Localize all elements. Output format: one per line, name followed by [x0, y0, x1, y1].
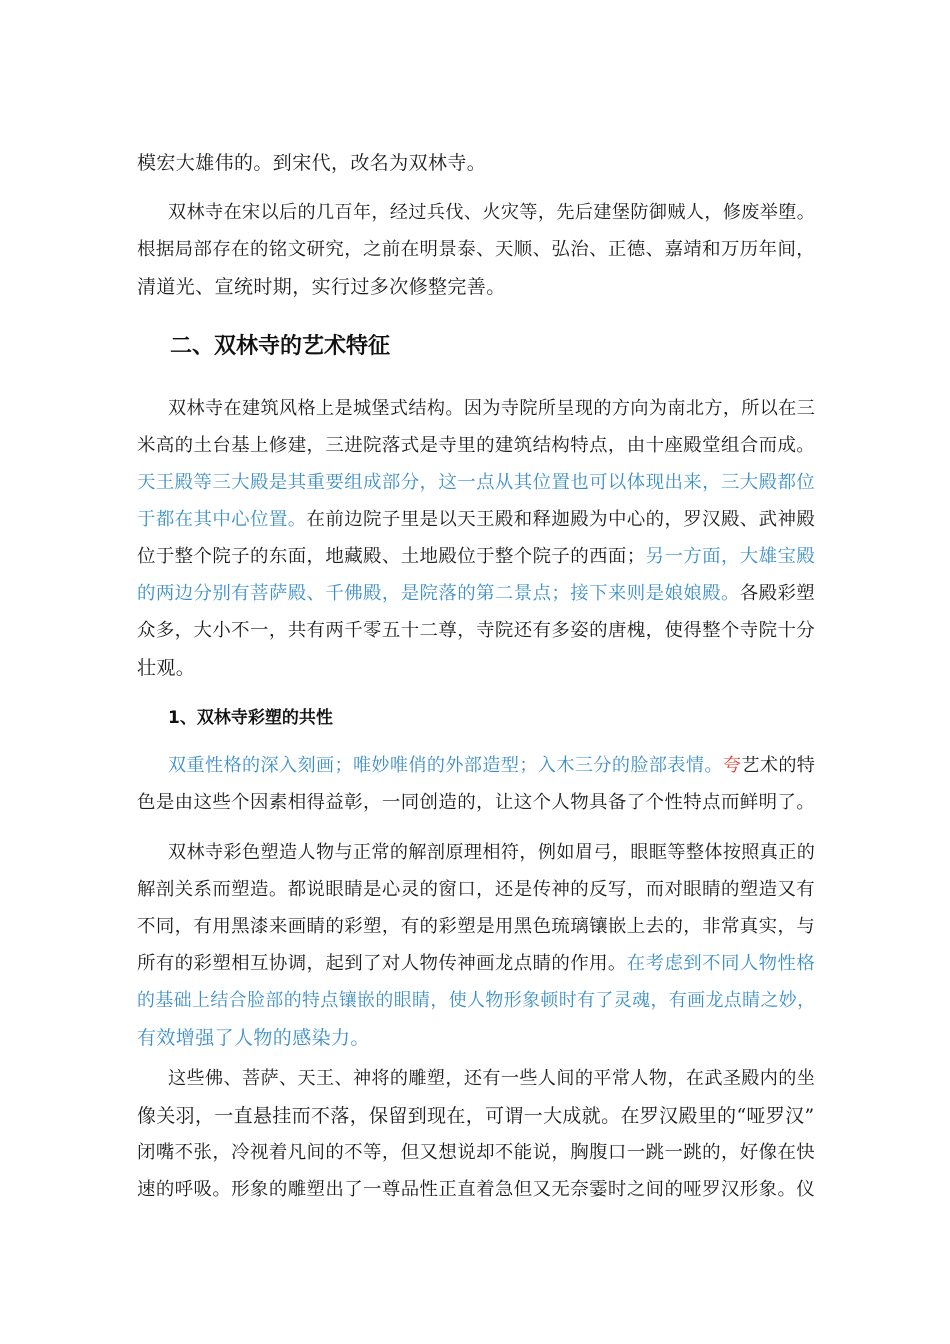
paragraph-line: 闭嘴不张，冷视着凡间的不等，但又想说却不能说，胸腹口一跳一跳的，好像在快 [137, 1142, 816, 1163]
paragraph-line: 这些佛、菩萨、天王、神将的雕塑，还有一些人间的平常人物，在武圣殿内的坐 [168, 1068, 816, 1089]
highlighted-line: 的基础上结合脸部的特点镶嵌的眼睛，使人物形象顿时有了灵魂，有画龙点睛之妙， [137, 990, 816, 1011]
highlighted-text: 在考虑到不同人物性格 [626, 953, 816, 974]
red-highlighted-text: 夸 [722, 755, 742, 776]
paragraph-line: 双林寺在建筑风格上是城堡式结构。因为寺院所呈现的方向为南北方，所以在三 [168, 398, 816, 419]
highlighted-text: 于都在其中心位置。 [137, 509, 307, 530]
paragraph-line: 模宏大雄伟的。到宋代，改名为双林寺。 [137, 152, 487, 174]
paragraph-line: 解剖关系而塑造。都说眼睛是心灵的窗口，还是传神的反写，而对眼睛的塑造又有 [137, 879, 816, 900]
paragraph-line [137, 951, 815, 977]
paragraph-line: 众多，大小不一，共有两千零五十二尊，寺院还有多姿的唐槐，使得整个寺院十分 [137, 620, 816, 641]
highlighted-line: 有效增强了人物的感染力。 [137, 1027, 370, 1049]
paragraph-line: 壮观。 [137, 657, 196, 679]
plain-text: 位于整个院子的东面，地藏殿、土地殿位于整个院子的西面； [137, 546, 646, 567]
plain-text: 在前边院子里是以天王殿和释迦殿为中心的，罗汉殿、武神殿 [306, 509, 816, 530]
paragraph-line: 速的呼吸。形象的雕塑出了一尊品性正直着急但又无奈霎时之间的哑罗汉形象。仪 [137, 1179, 816, 1200]
paragraph-line: 米高的土台基上修建，三进院落式是寺里的建筑结构特点，由十座殿堂组合而成。 [137, 435, 816, 456]
paragraph-line: 根据局部存在的铭文研究，之前在明景泰、天顺、弘治、正德、嘉靖和万历年间， [137, 239, 816, 260]
paragraph-line [168, 753, 815, 779]
paragraph-line: 双林寺在宋以后的几百年，经过兵伐、火灾等，先后建堡防御贼人，修废举堕。 [168, 202, 816, 223]
paragraph-line: 双林寺彩色塑造人物与正常的解剖原理相符，例如眉弓，眼眶等整体按照真正的 [168, 842, 816, 863]
paragraph-line: 色是由这些个因素相得益彰，一同创造的，让这个人物具备了个性特点而鲜明了。 [137, 792, 816, 813]
highlighted-text: 另一方面，大雄宝殿 [645, 546, 816, 567]
plain-text: 各殿彩塑 [739, 583, 816, 604]
paragraph-line [137, 507, 815, 533]
paragraph-line: 像关羽，一直悬挂而不落，保留到现在，可谓一大成就。在罗汉殿里的“哑罗汉” [137, 1105, 815, 1127]
plain-text: 艺术的特 [741, 755, 816, 776]
paragraph-line [137, 544, 815, 570]
subsection-heading: 1、双林寺彩塑的共性 [168, 708, 333, 728]
highlighted-line: 天王殿等三大殿是其重要组成部分，这一点从其位置也可以体现出来，三大殿都位 [137, 472, 816, 493]
paragraph-line [137, 581, 815, 607]
highlighted-text: 双重性格的深入刻画；唯妙唯俏的外部造型；入木三分的脸部表情。 [168, 755, 723, 776]
paragraph-line: 不同，有用黑漆来画睛的彩塑，有的彩塑是用黑色琉璃镶嵌上去的，非常真实，与 [137, 916, 816, 937]
section-heading: 二、双林寺的艺术特征 [170, 334, 391, 359]
highlighted-text: 的两边分别有菩萨殿、千佛殿，是院落的第二景点；接下来则是娘娘殿。 [137, 583, 740, 604]
plain-text: 所有的彩塑相互协调，起到了对人物传神画龙点睛的作用。 [137, 953, 627, 974]
paragraph-line: 清道光、宣统时期，实行过多次修整完善。 [137, 276, 506, 298]
